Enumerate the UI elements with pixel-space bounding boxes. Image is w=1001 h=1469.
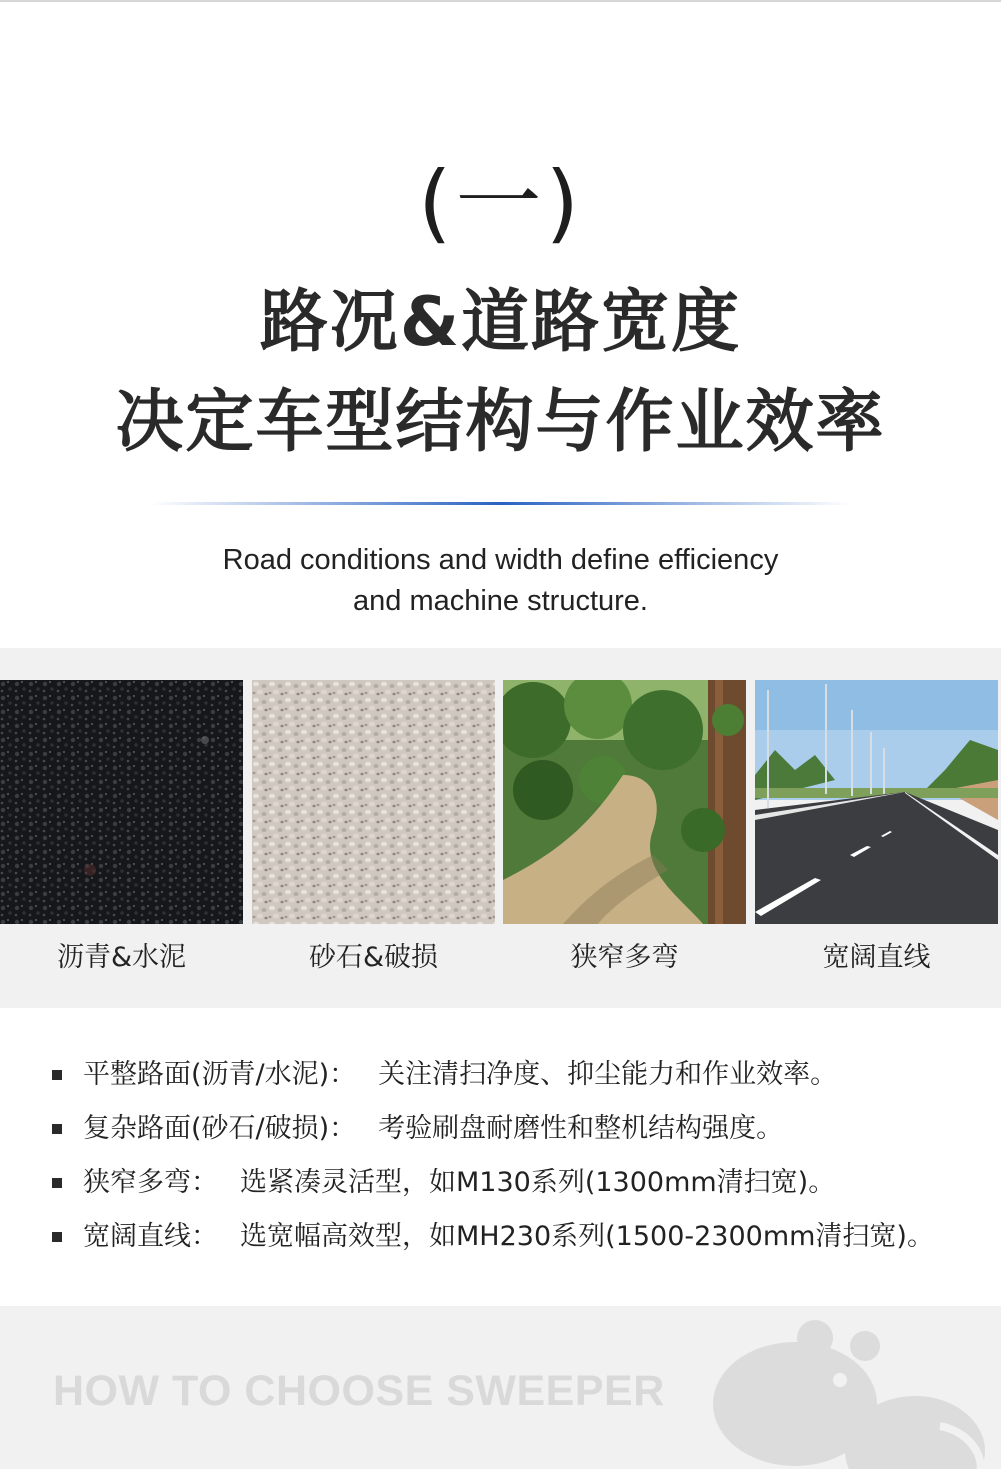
subtitle-line-1: Road conditions and width define efficiency [222, 544, 779, 576]
footer-banner [0, 1306, 1001, 1469]
list-item [52, 1052, 997, 1106]
list-item [52, 1160, 997, 1214]
list-item-key: 复杂路面(砂石/破损)： [83, 1113, 357, 1144]
headline-line-2: 决定车型结构与作业效率 [115, 383, 886, 462]
gallery-card-wide [755, 680, 998, 976]
list-item-key: 狭窄多弯： [83, 1167, 218, 1198]
list-item-desc: 选宽幅高效型，如MH230系列(1500-2300mm清扫宽)。 [240, 1221, 934, 1252]
bullet-square-icon [52, 1178, 62, 1188]
asphalt-texture-image [0, 680, 243, 924]
bullet-square-icon [52, 1232, 62, 1242]
accent-divider [150, 502, 850, 505]
list-item-key: 平整路面(沥青/水泥)： [83, 1059, 357, 1090]
gallery-card-gravel [252, 680, 495, 976]
section-number: (一) [417, 153, 584, 253]
road-type-gallery [0, 648, 1001, 1008]
list-item-desc: 关注清扫净度、抑尘能力和作业效率。 [378, 1059, 838, 1090]
wide-road-image [755, 680, 998, 924]
bullet-square-icon [52, 1070, 62, 1080]
gallery-card-narrow [503, 680, 746, 976]
gallery-label-gravel: 砂石&破损 [308, 942, 439, 973]
list-item-desc: 考验刷盘耐磨性和整机结构强度。 [378, 1113, 784, 1144]
gallery-card-asphalt [0, 680, 243, 976]
narrow-path-image [503, 680, 746, 924]
headline-line-1: 路况&道路宽度 [259, 283, 742, 362]
top-divider [0, 0, 1001, 2]
list-item-desc: 选紧凑灵活型，如M130系列(1300mm清扫宽)。 [240, 1167, 836, 1198]
bullet-square-icon [52, 1124, 62, 1134]
subtitle-line-2: and machine structure. [353, 585, 648, 617]
recommendation-list [52, 1052, 997, 1268]
list-item-key: 宽阔直线： [83, 1221, 218, 1252]
english-subtitle [0, 540, 1001, 622]
list-item [52, 1106, 997, 1160]
gallery-label-narrow: 狭窄多弯 [570, 942, 679, 973]
list-item [52, 1214, 997, 1268]
footer-watermark-text: HOW TO CHOOSE SWEEPER [53, 1367, 665, 1415]
hippo-mascot-icon [700, 1316, 1001, 1469]
gravel-texture-image [252, 680, 495, 924]
gallery-label-wide: 宽阔直线 [822, 942, 931, 973]
gallery-label-asphalt: 沥青&水泥 [56, 942, 187, 973]
